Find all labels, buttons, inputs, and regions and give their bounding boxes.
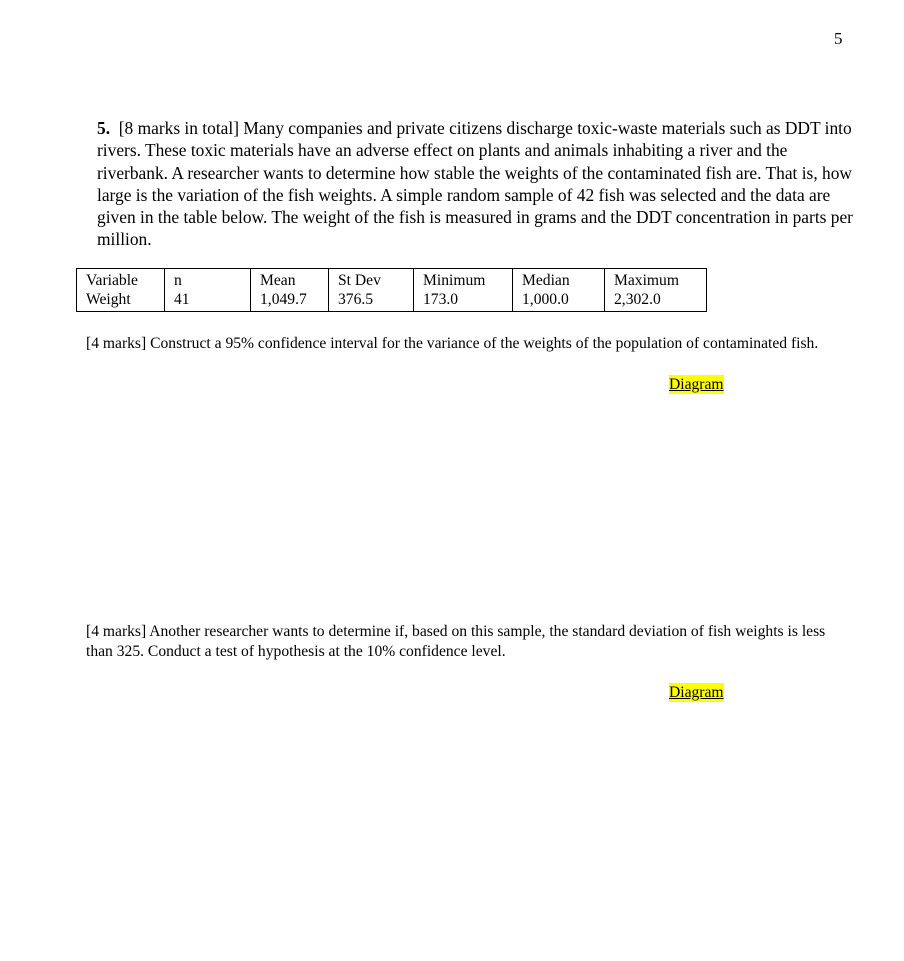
header-cell: Maximum [605,269,707,291]
header-cell: n [165,269,251,291]
header-cell: Minimum [414,269,513,291]
header-cell: Mean [251,269,329,291]
table-cell: 41 [165,290,251,312]
question-text: [8 marks in total] Many companies and private citizens discharge toxic-waste materials such as DDT into rivers. These toxic materials have an adverse effect on plants and animals inhabiting a river and the riverbank. A researcher wants to determine how stable the weights of the contaminated fish are. That is, how large is the variation of the fish weights. A simple random sample of 42 fish was selected and the data are given in the table below. The weight of the fish is measured in grams and the DDT concentration in parts per million. [97,118,853,250]
table-cell: 1,000.0 [513,290,605,312]
table-row [77,290,707,312]
table-cell: 1,049.7 [251,290,329,312]
table-header-row [77,269,707,291]
header-cell: Median [513,269,605,291]
question-5 [97,117,857,251]
part-a-text: [4 marks] Construct a 95% confidence interval for the variance of the weights of the population of contaminated fish. [86,335,819,352]
header-cell: St Dev [329,269,414,291]
summary-statistics-table [76,268,707,312]
table-cell: 173.0 [414,290,513,312]
part-b-text: [4 marks] Another researcher wants to determine if, based on this sample, the standard deviation of fish weights is less than 325. Conduct a test of hypothesis at the 10% confidence level. [86,623,826,660]
diagram-link-part-a[interactable]: Diagram [669,376,724,393]
table-cell: 376.5 [329,290,414,312]
table-cell: Weight [77,290,165,312]
diagram-link-part-b[interactable]: Diagram [669,684,724,701]
question-number: 5. [97,118,111,138]
page-number: 5 [834,29,843,48]
header-cell: Variable [77,269,165,291]
table-cell: 2,302.0 [605,290,707,312]
